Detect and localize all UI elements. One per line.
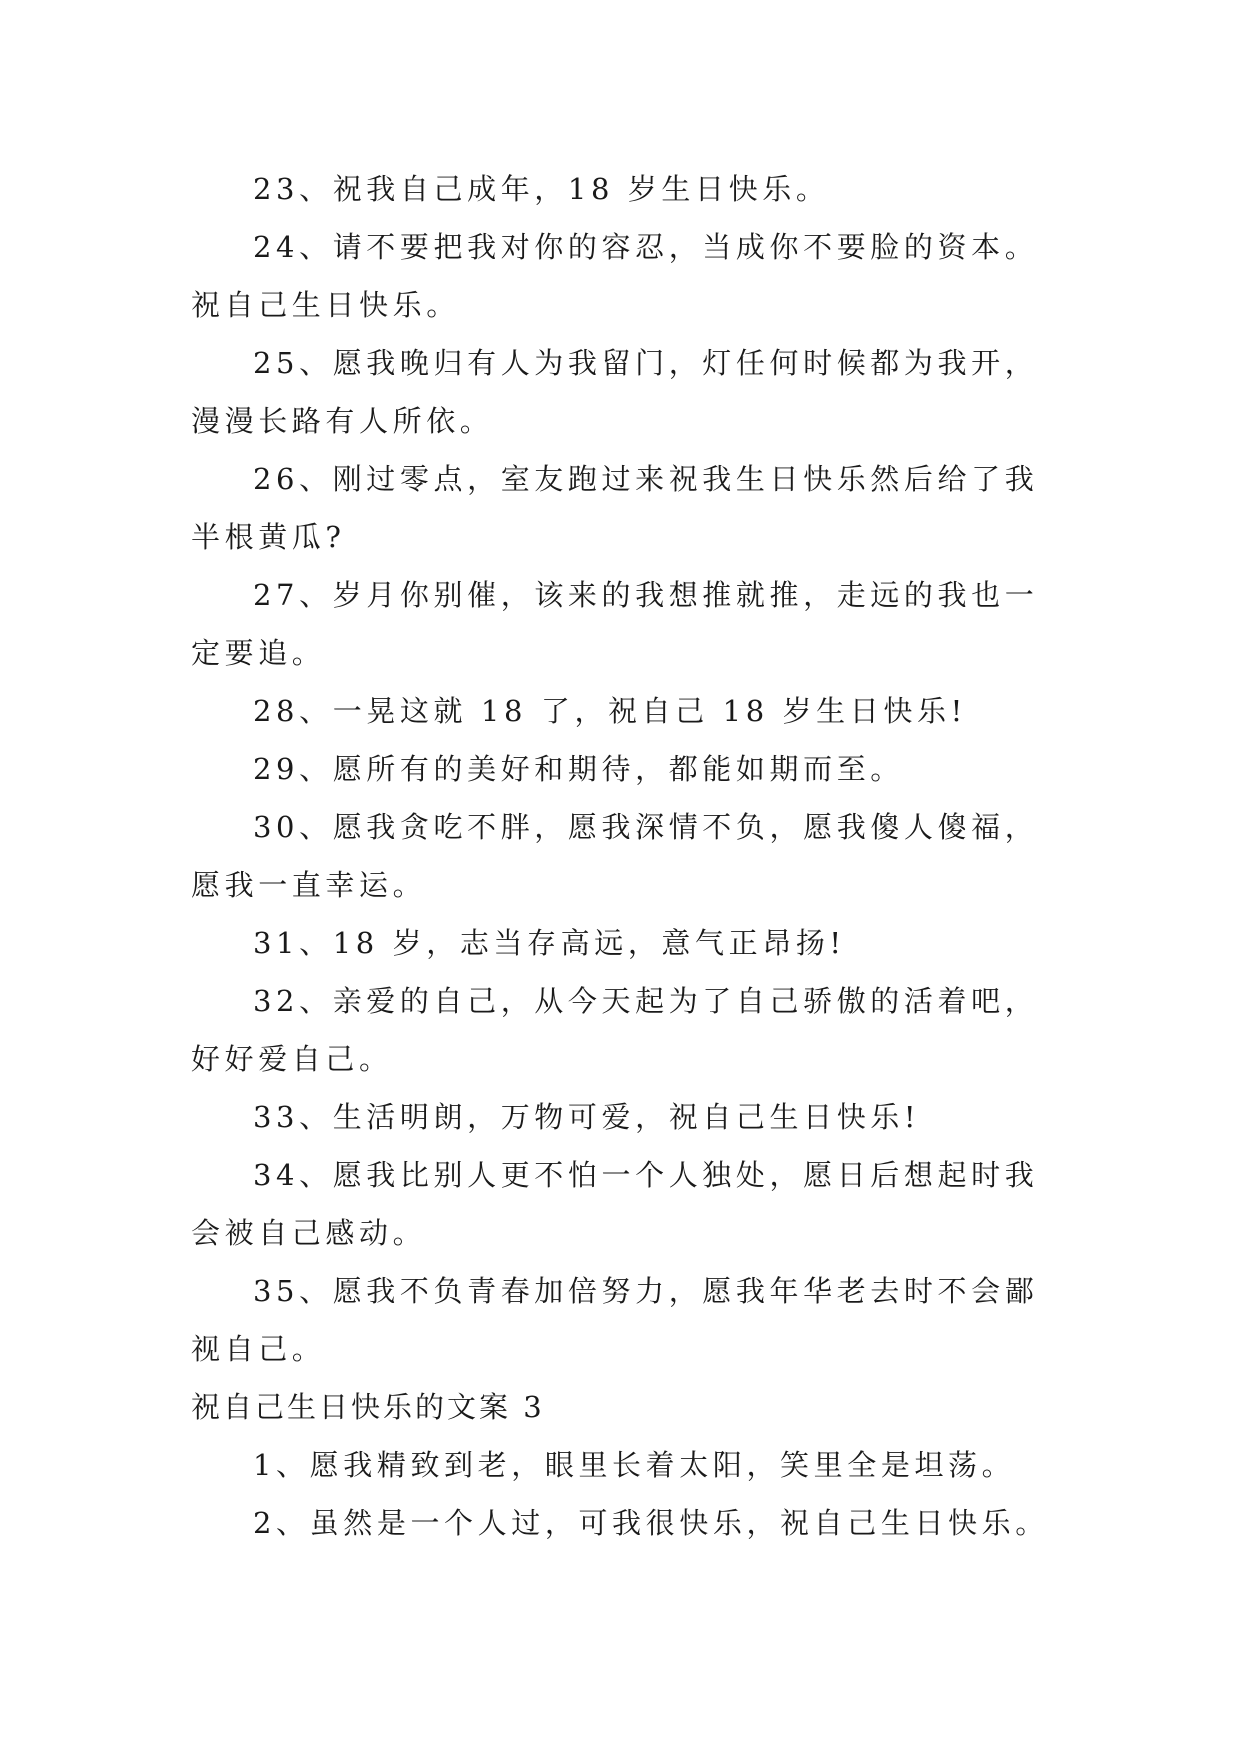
paragraph: 35、愿我不负青春加倍努力，愿我年华老去时不会鄙视自己。 [191, 1274, 1039, 1366]
paragraph: 31、18 岁，志当存高远，意气正昂扬! [253, 926, 846, 960]
paragraph: 28、一晃这就 18 了，祝自己 18 岁生日快乐! [253, 694, 967, 728]
paragraph: 26、刚过零点，室友跑过来祝我生日快乐然后给了我半根黄瓜? [191, 462, 1039, 554]
document-body [191, 160, 1051, 1552]
paragraph: 1、愿我精致到老，眼里长着太阳，笑里全是坦荡。 [253, 1448, 1016, 1482]
paragraph: 30、愿我贪吃不胖，愿我深情不负，愿我傻人傻福，愿我一直幸运。 [191, 810, 1039, 902]
paragraph: 23、祝我自己成年，18 岁生日快乐。 [253, 172, 830, 206]
paragraph: 24、请不要把我对你的容忍，当成你不要脸的资本。祝自己生日快乐。 [191, 230, 1039, 322]
paragraph: 2、虽然是一个人过，可我很快乐，祝自己生日快乐。 [253, 1506, 1049, 1540]
section-heading: 祝自己生日快乐的文案 3 [191, 1390, 545, 1424]
paragraph: 34、愿我比别人更不怕一个人独处，愿日后想起时我会被自己感动。 [191, 1158, 1039, 1250]
paragraph: 27、岁月你别催，该来的我想推就推，走远的我也一定要追。 [191, 578, 1039, 670]
paragraph: 32、亲爱的自己，从今天起为了自己骄傲的活着吧，好好爱自己。 [191, 984, 1039, 1076]
paragraph: 25、愿我晚归有人为我留门，灯任何时候都为我开，漫漫长路有人所依。 [191, 346, 1039, 438]
paragraph: 29、愿所有的美好和期待，都能如期而至。 [253, 752, 904, 786]
paragraph: 33、生活明朗，万物可爱，祝自己生日快乐! [253, 1100, 921, 1134]
